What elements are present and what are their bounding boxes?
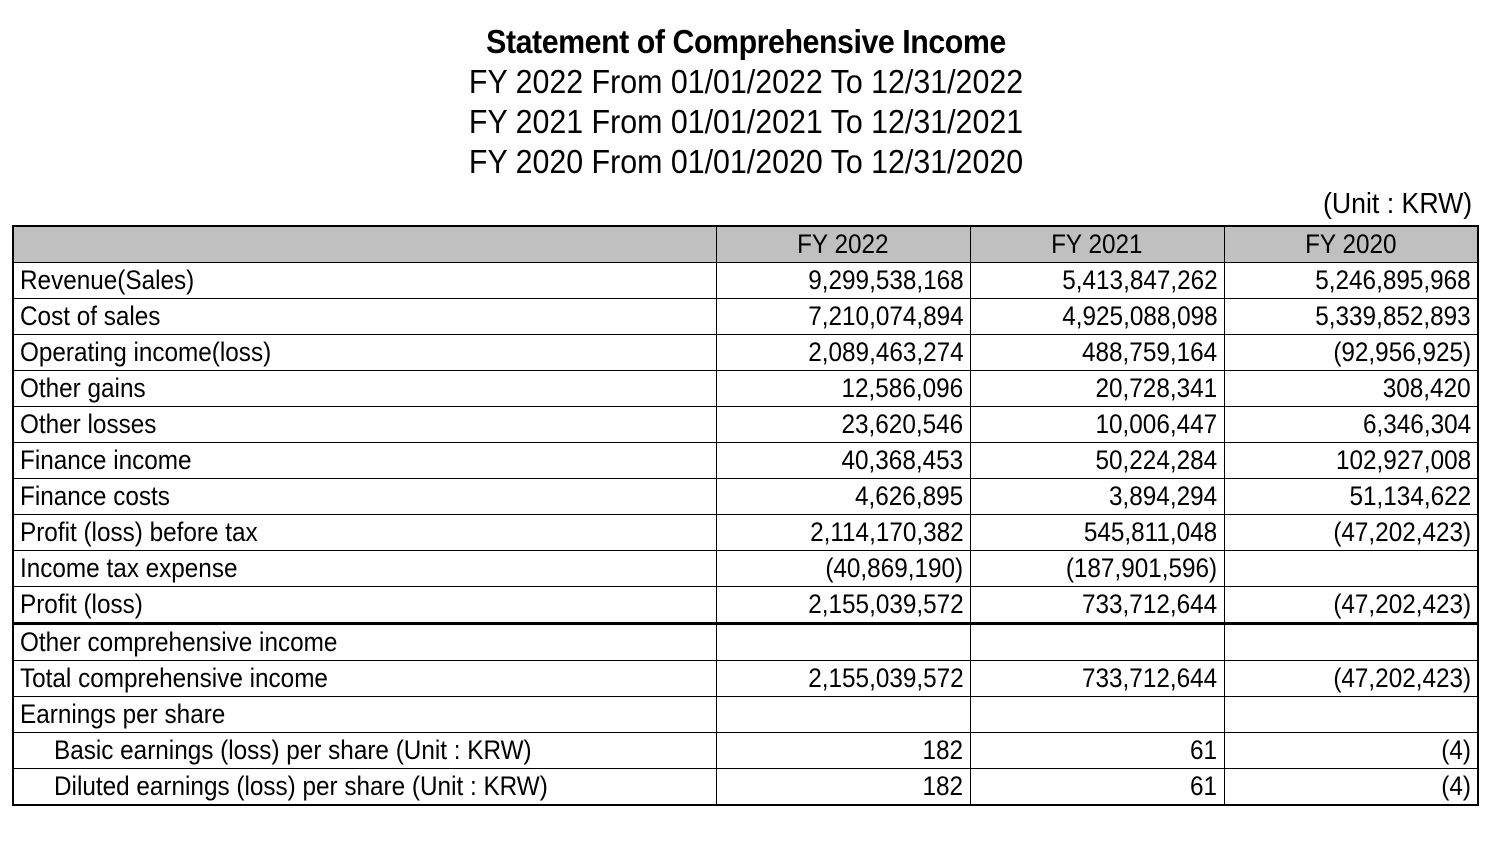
value-fy2022: 12,586,096 [716, 371, 970, 407]
value-fy2020: 51,134,622 [1224, 479, 1478, 515]
value-fy2021: 10,006,447 [970, 407, 1224, 443]
column-header-label: FY 2022 [797, 229, 889, 259]
value-fy2021 [970, 697, 1224, 733]
value-fy2020: (92,956,925) [1224, 335, 1478, 371]
table-row [13, 769, 1478, 806]
column-header-fy2020 [1224, 226, 1478, 263]
value-fy2021: 20,728,341 [970, 371, 1224, 407]
header-blank-cell [13, 226, 716, 263]
table-row [13, 335, 1478, 371]
period-fy2020: FY 2020 From 01/01/2020 To 12/31/2020 [468, 143, 1024, 180]
value-fy2020: 308,420 [1224, 371, 1478, 407]
value-fy2021: 545,811,048 [970, 515, 1224, 551]
value-fy2020: 5,246,895,968 [1224, 263, 1478, 299]
value-fy2022: 2,089,463,274 [716, 335, 970, 371]
value-fy2020: 5,339,852,893 [1224, 299, 1478, 335]
value-fy2021: 3,894,294 [970, 479, 1224, 515]
row-label: Operating income(loss) [13, 335, 716, 371]
value-fy2020 [1224, 551, 1478, 587]
table-row [13, 661, 1478, 697]
table-row [13, 407, 1478, 443]
row-label: Other gains [13, 371, 716, 407]
column-header-fy2021 [970, 226, 1224, 263]
value-fy2022: 40,368,453 [716, 443, 970, 479]
value-fy2022: 182 [716, 769, 970, 806]
value-fy2022: 182 [716, 733, 970, 769]
row-label: Income tax expense [13, 551, 716, 587]
value-fy2021: 50,224,284 [970, 443, 1224, 479]
table-row [13, 733, 1478, 769]
table-row [13, 624, 1478, 661]
row-label: Total comprehensive income [13, 661, 716, 697]
value-fy2022 [716, 697, 970, 733]
column-header-label: FY 2020 [1305, 229, 1397, 259]
row-label: Earnings per share [13, 697, 716, 733]
column-header-label: FY 2021 [1051, 229, 1143, 259]
value-fy2020: (4) [1224, 733, 1478, 769]
value-fy2021: 5,413,847,262 [970, 263, 1224, 299]
row-label: Profit (loss) before tax [13, 515, 716, 551]
value-fy2022: 2,155,039,572 [716, 587, 970, 624]
period-fy2022: FY 2022 From 01/01/2022 To 12/31/2022 [468, 63, 1024, 100]
value-fy2020: (47,202,423) [1224, 515, 1478, 551]
value-fy2022: 2,114,170,382 [716, 515, 970, 551]
table-header-row [13, 226, 1478, 263]
value-fy2022: 2,155,039,572 [716, 661, 970, 697]
row-label: Other losses [13, 407, 716, 443]
income-statement-table [12, 225, 1479, 806]
value-fy2020 [1224, 624, 1478, 661]
table-row [13, 263, 1478, 299]
row-label: Finance costs [13, 479, 716, 515]
statement-title: Statement of Comprehensive Income [486, 23, 1006, 60]
value-fy2020 [1224, 697, 1478, 733]
period-fy2021: FY 2021 From 01/01/2021 To 12/31/2021 [468, 103, 1024, 140]
row-label: Revenue(Sales) [13, 263, 716, 299]
row-label: Basic earnings (loss) per share (Unit : KRW) [13, 733, 716, 769]
column-header-fy2022 [716, 226, 970, 263]
value-fy2022: (40,869,190) [716, 551, 970, 587]
row-label: Other comprehensive income [13, 624, 716, 661]
value-fy2020: (47,202,423) [1224, 661, 1478, 697]
value-fy2022: 9,299,538,168 [716, 263, 970, 299]
table-row [13, 479, 1478, 515]
row-label: Finance income [13, 443, 716, 479]
table-row [13, 587, 1478, 624]
value-fy2022: 23,620,546 [716, 407, 970, 443]
value-fy2022 [716, 624, 970, 661]
value-fy2021: 733,712,644 [970, 661, 1224, 697]
table-row [13, 371, 1478, 407]
value-fy2020: (47,202,423) [1224, 587, 1478, 624]
table-row [13, 515, 1478, 551]
value-fy2021: 61 [970, 733, 1224, 769]
value-fy2022: 4,626,895 [716, 479, 970, 515]
value-fy2020: 6,346,304 [1224, 407, 1478, 443]
value-fy2021: 61 [970, 769, 1224, 806]
table-row [13, 551, 1478, 587]
row-label: Profit (loss) [13, 587, 716, 624]
value-fy2020: (4) [1224, 769, 1478, 806]
table-row [13, 443, 1478, 479]
statement-header [0, 22, 1492, 182]
table-row [13, 697, 1478, 733]
value-fy2020: 102,927,008 [1224, 443, 1478, 479]
value-fy2021: 488,759,164 [970, 335, 1224, 371]
value-fy2022: 7,210,074,894 [716, 299, 970, 335]
value-fy2021: (187,901,596) [970, 551, 1224, 587]
unit-note: (Unit : KRW) [1322, 188, 1472, 220]
value-fy2021 [970, 624, 1224, 661]
value-fy2021: 4,925,088,098 [970, 299, 1224, 335]
row-label: Diluted earnings (loss) per share (Unit : KRW) [13, 769, 716, 806]
value-fy2021: 733,712,644 [970, 587, 1224, 624]
row-label: Cost of sales [13, 299, 716, 335]
table-row [13, 299, 1478, 335]
